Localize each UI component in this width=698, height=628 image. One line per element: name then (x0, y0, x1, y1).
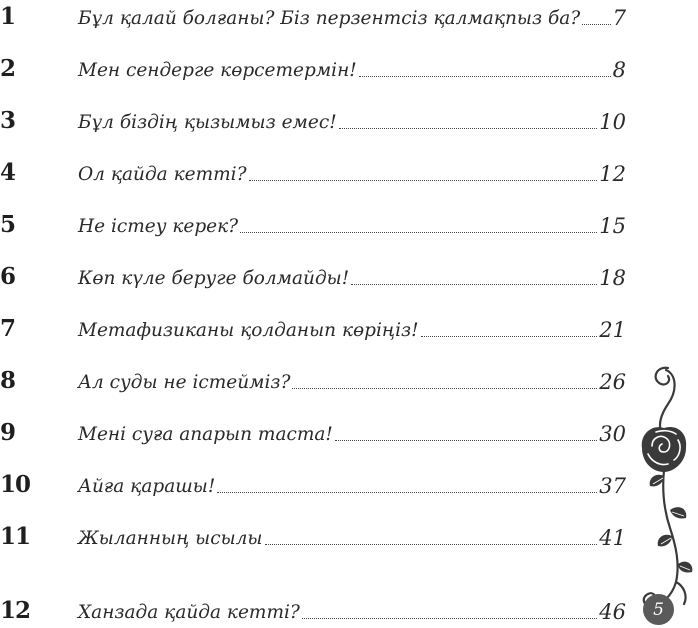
toc-chapter-title: Метафизиканы қолданып көріңіз! (78, 319, 419, 341)
toc-page-number: 18 (599, 265, 626, 290)
toc-dot-leader (240, 232, 597, 233)
toc-page-number: 12 (599, 161, 626, 186)
toc-chapter-title: Мені суға апарып таста! (78, 423, 333, 445)
toc-entry[interactable] (78, 7, 626, 30)
toc-entry[interactable] (78, 371, 626, 394)
toc-page-number: 15 (599, 213, 626, 238)
toc-chapter-number: 5 (0, 211, 16, 238)
toc-entry[interactable] (78, 475, 626, 498)
toc-dot-leader (421, 336, 598, 337)
toc-dot-leader (265, 544, 598, 545)
toc-chapter-number: 10 (0, 471, 31, 498)
toc-row (0, 260, 640, 290)
toc-row (0, 156, 640, 186)
toc-entry[interactable] (78, 215, 626, 238)
toc-chapter-title: Жыланның ысылы (78, 527, 263, 549)
toc-entry[interactable] (78, 527, 626, 550)
toc-chapter-title: Көп күле беруге болмайды! (78, 267, 350, 289)
toc-chapter-number: 2 (0, 55, 16, 82)
toc-dot-leader (292, 388, 597, 389)
toc-dot-leader (339, 128, 598, 129)
toc-row (0, 0, 640, 30)
toc-dot-leader (582, 24, 610, 25)
toc-page-number: 41 (599, 525, 626, 550)
toc-chapter-number: 12 (0, 597, 31, 624)
toc-row (0, 52, 640, 82)
toc-dot-leader (359, 76, 611, 77)
page-number-badge: 5 (643, 594, 674, 625)
toc-row (0, 104, 640, 134)
rose-vine-icon (628, 360, 698, 628)
toc-chapter-number: 6 (0, 263, 16, 290)
toc-chapter-title: Ал суды не істейміз? (78, 371, 291, 393)
toc-entry[interactable] (78, 423, 626, 446)
toc-chapter-number: 7 (0, 315, 16, 342)
toc-page-number: 8 (612, 57, 626, 82)
toc-chapter-title: Не істеу керек? (78, 215, 239, 237)
toc-page-number: 21 (599, 317, 626, 342)
toc-dot-leader (351, 284, 597, 285)
toc-dot-leader (335, 440, 597, 441)
toc-row (0, 594, 640, 624)
toc-page-number: 10 (599, 109, 626, 134)
toc-chapter-number: 4 (0, 159, 16, 186)
toc-entry[interactable] (78, 601, 626, 624)
toc-page-number: 26 (599, 369, 626, 394)
toc-row (0, 364, 640, 394)
toc-dot-leader (302, 618, 597, 619)
toc-chapter-title: Айға қарашы! (78, 475, 216, 497)
toc-chapter-number: 9 (0, 419, 16, 446)
toc-dot-leader (217, 492, 597, 493)
toc-chapter-number: 8 (0, 367, 16, 394)
toc-chapter-number: 11 (0, 523, 31, 550)
toc-entry[interactable] (78, 59, 626, 82)
toc-dot-leader (249, 180, 598, 181)
toc-chapter-title: Ол қайда кетті? (78, 163, 247, 185)
toc-row (0, 520, 640, 550)
toc-row (0, 416, 640, 446)
toc-chapter-title: Бұл біздің қызымыз емес! (78, 111, 337, 133)
toc-entry[interactable] (78, 163, 626, 186)
toc-entry[interactable] (78, 319, 626, 342)
toc-page-number: 7 (612, 5, 626, 30)
toc-chapter-number: 1 (0, 3, 16, 30)
toc-entry[interactable] (78, 267, 626, 290)
toc-chapter-title: Ханзада қайда кетті? (78, 601, 300, 623)
toc-chapter-title: Мен сендерге көрсетермін! (78, 59, 357, 81)
toc-chapter-title: Бұл қалай болғаны? Біз перзентсіз қалмақпыз ба? (78, 7, 581, 29)
toc-entry[interactable] (78, 111, 626, 134)
toc-page-number: 37 (599, 473, 626, 498)
toc-page-number: 30 (599, 421, 626, 446)
toc-row (0, 312, 640, 342)
toc-row (0, 468, 640, 498)
toc-row (0, 208, 640, 238)
toc-page-number: 46 (599, 599, 626, 624)
toc-chapter-number: 3 (0, 107, 16, 134)
